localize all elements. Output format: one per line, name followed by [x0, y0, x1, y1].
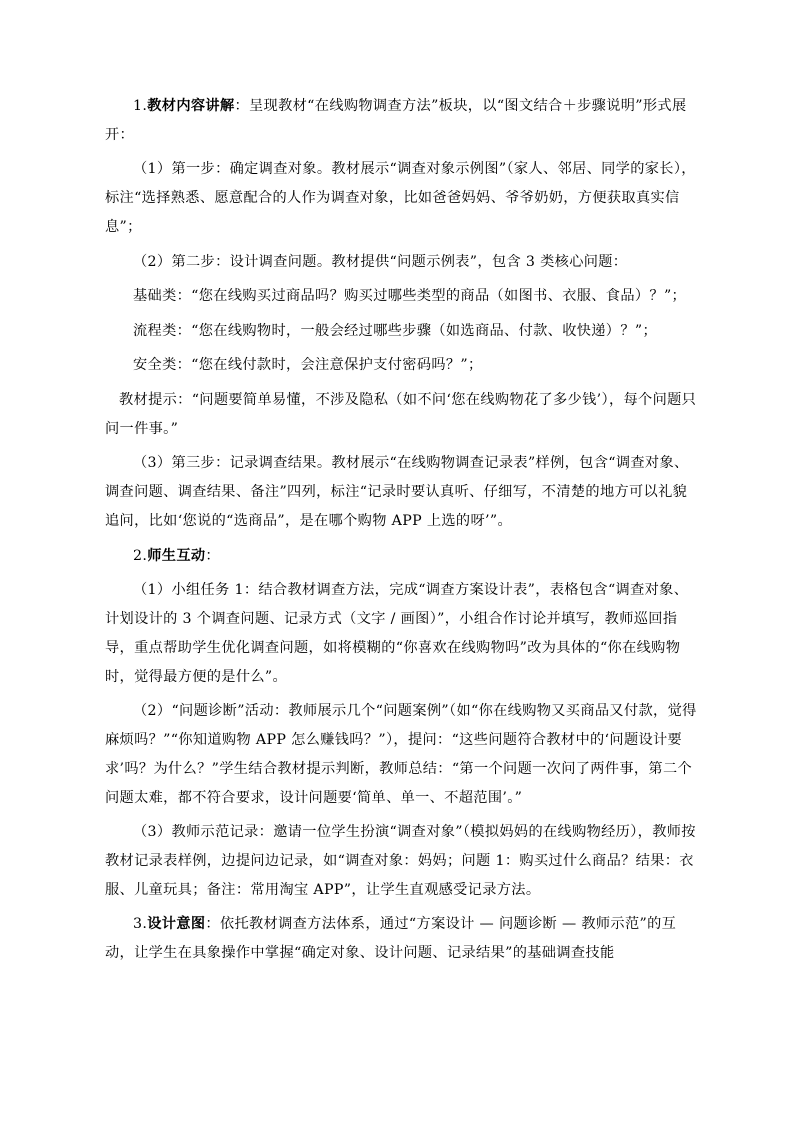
section-design-intent: [105, 910, 697, 968]
section-number: 2.: [133, 547, 148, 564]
section-teaching-content: [105, 92, 697, 150]
paragraph-teacher-demo: （3）教师示范记录：邀请一位学生扮演“调查对象”（模拟妈妈的在线购物经历），教师按教材记录表样例，边提问边记录，如“调查对象：妈妈；问题 1：购买过什么商品？结果：衣服、儿童玩具；备注：常用淘宝 APP”，让学生直观感受记录方法。: [105, 824, 696, 898]
paragraph-step-2: （2）第二步：设计调查问题。教材提供“问题示例表”，包含 3 类核心问题：: [133, 253, 628, 270]
paragraph-step-1: （1）第一步：确定调查对象。教材展示“调查对象示例图”（家人、邻居、同学的家长），标注“选择熟悉、愿意配合的人作为调查对象，比如爸爸妈妈、爷爷奶奶，方便获取真实信息”；: [105, 161, 696, 235]
document-body: [105, 92, 697, 968]
paragraph-question-diagnosis: （2）“问题诊断”活动：教师展示几个“问题案例”（如“你在线购物又买商品又付款，觉得麻烦吗？”“你知道购物 APP 怎么赚钱吗？”），提问：“这些问题符合教材中的‘问题设计要求’吗？为什么？”学生结合教材提示判断，教师总结：“第一个问题一次问了两件事，第二个问题太难，都不符合要求，设计问题要‘简单、单一、不超范围’。”: [105, 703, 697, 806]
section-teacher-student-interaction: [105, 542, 697, 571]
paragraph-textbook-tip: 教材提示：“问题要简单易懂，不涉及隐私（如不问‘您在线购物花了多少钱’），每个问题只问一件事。”: [105, 391, 697, 437]
section-heading: 师生互动: [147, 547, 206, 564]
section-text: ：: [205, 547, 220, 564]
paragraph-group-task-1: （1）小组任务 1：结合教材调查方法，完成“调查方案设计表”，表格包含“调查对象、计划设计的 3 个调查问题、记录方式（文字 / 画图）”，小组合作讨论并填写，教师巡回指导，重点帮助学生优化调查问题，如将模糊的“你喜欢在线购物吗”改为具体的“你在线购物时，觉得最方便的是什么”。: [105, 582, 689, 685]
section-heading: 设计意图: [147, 916, 206, 933]
section-number: 1.: [133, 98, 148, 114]
section-number: 3.: [133, 916, 148, 933]
paragraph-step-3: （3）第三步：记录调查结果。教材展示“在线购物调查记录表”样例，包含“调查对象、调查问题、调查结果、备注”四列，标注“记录时要认真听、仔细写，不清楚的地方可以礼貌追问，比如‘您说的“选商品”，是在哪个购物 APP 上选的呀’”。: [105, 455, 689, 529]
section-text: ：呈现教材“在线购物调查方法”板块，以“图文结合＋步骤说明”形式展开：: [105, 98, 687, 143]
section-heading: 教材内容讲解: [147, 98, 235, 114]
paragraph-question-safety: 安全类：“您在线付款时，会注意保护支付密码吗？”；: [133, 357, 483, 374]
paragraph-question-basic: 基础类：“您在线购买过商品吗？购买过哪些类型的商品（如图书、衣服、食品）？”；: [133, 288, 687, 305]
section-text: ：依托教材调查方法体系，通过“方案设计 — 问题诊断 — 教师示范”的互动，让学生在具象操作中掌握“确定对象、设计问题、记录结果”的基础调查技能: [105, 916, 677, 962]
paragraph-question-process: 流程类：“您在线购物时，一般会经过哪些步骤（如选商品、付款、收快递）？”；: [133, 322, 658, 339]
